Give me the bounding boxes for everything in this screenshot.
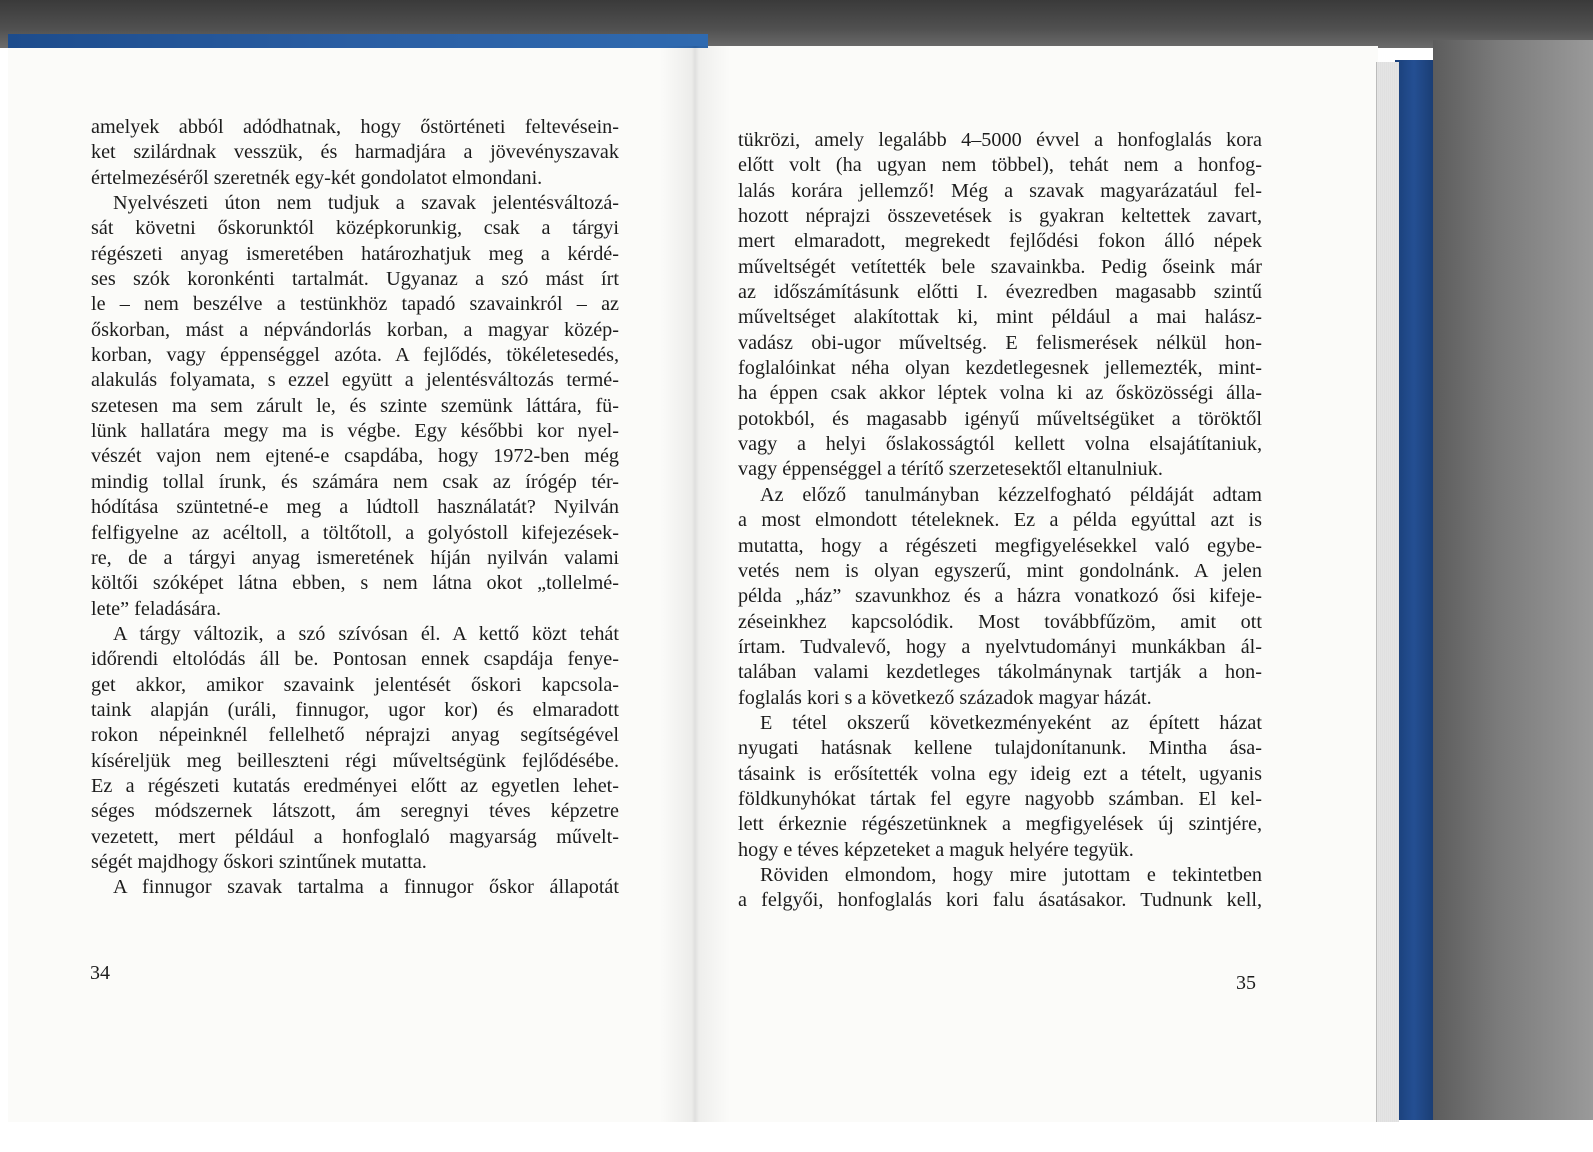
text-line: amelyek abból adódhatnak, hogy őstörténeti feltevésein- (91, 116, 619, 138)
text-line: vezetett, mert például a honfoglaló magyarság művelt- (91, 825, 619, 848)
text-line: nyugati hatásnak kellene tulajdonítanunk. Mintha ása- (738, 737, 1262, 760)
text-line: ha éppen csak akkor léptek volna ki az ősközösségi álla- (738, 382, 1262, 405)
text-line: mindig tollal írunk, és számára nem csak az írógép tér- (91, 470, 619, 493)
text-line: földkunyhókat tártak fel egyre nagyobb számban. El kel- (738, 787, 1262, 810)
text-line: hódítása szüntetné-e meg a lúdtoll használatát? Nyilván (91, 496, 619, 519)
text-line: E tétel okszerű következményeként az épített házat (760, 711, 1262, 734)
text-line: értelmezéséről szeretnék egy-két gondolatot elmondani. (91, 166, 543, 189)
text-line: Nyelvészeti úton nem tudjuk a szavak jelentésváltozá- (113, 192, 619, 215)
text-line: példa „ház” szavunkhoz és a házra vonatkozó ősi kifeje- (738, 585, 1262, 608)
text-line: mutatta, hogy a régészeti megfigyelésekkel való egybe- (738, 534, 1262, 557)
text-line: vagy a helyi őslakosságtól kellett volna elsajátítaniuk, (738, 433, 1262, 456)
text-line: lünk hallatára megy ma is végbe. Egy későbbi kor nyel- (91, 420, 619, 443)
text-line: Az előző tanulmányban kézzelfogható példáját adtam (760, 483, 1262, 506)
text-line: get akkor, amikor szavaink jelentését őskori kapcsola- (91, 673, 619, 696)
text-line: vagy éppenséggel a térítő szerzetesektől eltanulniuk. (738, 458, 1163, 481)
text-line: mert elmaradott, megrekedt fejlődési fokon álló népek (738, 230, 1262, 253)
text-line: Ez a régészeti kutatás eredményei előtt az egyetlen lehet- (91, 774, 619, 797)
scanner-background-right (1433, 40, 1593, 1120)
page-number-left: 34 (90, 962, 110, 984)
text-line: műveltséget alakítottak ki, mint például a mai halász- (738, 306, 1262, 329)
text-line: régészeti anyag ismeretében határozhatjuk meg a kérdé- (91, 242, 619, 265)
text-line: ségét majdhogy őskori szintűnek mutatta. (91, 850, 427, 873)
text-line: vészét vajon nem ejtené-e csapdába, hogy 1972-ben még (91, 445, 619, 468)
right-page-text (738, 128, 1262, 914)
text-line: sát követni őskorunktól középkorunkig, csak a tárgyi (91, 217, 619, 240)
text-line: re, de a tárgyi anyag ismeretének híján nyilván valami (91, 546, 619, 569)
text-line: hozott néprajzi összevetések is gyakran keltettek zavart, (738, 205, 1262, 228)
scanner-background-bottom (0, 1122, 1593, 1152)
text-line: A tárgy változik, a szó szívósan él. A kettő közt tehát (113, 622, 619, 645)
text-line: vetés nem is olyan egyszerű, mint gondolnánk. A jelen (738, 559, 1262, 582)
text-line: ses szók koronkénti tartalmát. Ugyanaz a szó mást írt (91, 268, 619, 291)
text-line: lett érkeznie régészetünknek a megfigyelések új szintjére, (738, 813, 1262, 836)
text-line: taink alapján (uráli, finnugor, ugor kor) és elmaradott (91, 698, 619, 721)
text-line: írtam. Tudvalevő, hogy a nyelvtudományi munkákban ál- (738, 635, 1262, 658)
text-line: lalás korára jellemző! Még a szavak magyarázatául fel- (738, 179, 1262, 202)
text-line: őskorban, mást a népvándorlás korban, a magyar közép- (91, 318, 619, 341)
book-gutter (660, 46, 730, 1122)
text-line: le – nem beszélve a testünkhöz tapadó szavainkról – az (91, 293, 619, 316)
text-line: foglalóinkat néha olyan kezdetlegesnek jellemezték, mint- (738, 357, 1262, 380)
text-line: tásaink is erősítették volna egy ideig ezt a tételt, ugyanis (738, 762, 1262, 785)
text-line: felfigyelne az acéltoll, a töltőtoll, a golyóstoll kifejezések- (91, 521, 619, 544)
text-line: az időszámításunk előtti I. évezredben magasabb szintű (738, 281, 1262, 304)
text-line: talában valami kezdetleges tákolmánynak tartják a hon- (738, 661, 1262, 684)
text-line: szetesen ma sem zárult le, és szinte szemünk láttára, fü- (91, 394, 619, 417)
text-line: potokból, és magasabb igényű műveltségüket a töröktől (738, 407, 1262, 430)
text-line: hogy e téves képzeteket a maguk helyére tegyük. (738, 838, 1134, 861)
text-line: korban, vagy éppenséggel azóta. A fejlődés, tökéletesedés, (91, 344, 619, 367)
text-line: lete” feladására. (91, 597, 221, 620)
text-line: rokon népeinknél fellelhető néprajzi anyag segítségével (91, 724, 619, 747)
text-line: séges módszernek látszott, ám seregnyi téves képzetre (91, 800, 619, 823)
text-line: vadász obi-ugor műveltség. E felismerések nélkül hon- (738, 331, 1262, 354)
book-cover-edge-top (8, 34, 708, 48)
text-line: költői szóképet látna ebben, s nem látna okot „tollelmé- (91, 572, 619, 595)
text-line: tükrözi, amely legalább 4–5000 évvel a honfoglalás kora (738, 129, 1262, 151)
left-page-text (91, 115, 619, 901)
text-line: a felgyői, honfoglalás kori falu ásatásakor. Tudnunk kell, (738, 889, 1262, 912)
text-line: műveltségét vetítették bele szavainkba. Pedig őseink már (738, 255, 1262, 278)
text-line: kíséreljük meg beilleszteni régi műveltségünk fejlődésébe. (91, 749, 619, 772)
book-cover-edge-right (1395, 60, 1433, 1120)
text-line: előtt volt (ha ugyan nem többel), tehát nem a honfog- (738, 154, 1262, 177)
text-line: zéseinkhez kapcsolódik. Most továbbfűzöm, amit ott (738, 610, 1262, 633)
text-line: a most elmondott tételeknek. Ez a példa egyúttal azt is (738, 509, 1262, 532)
text-line: foglalás kori s a következő századok magyar házát. (738, 686, 1152, 709)
text-line: ket szilárdnak vesszük, és harmadjára a jövevényszavak (91, 141, 619, 164)
text-line: A finnugor szavak tartalma a finnugor őskor állapotát (113, 876, 619, 899)
page-stack-edge (1376, 62, 1399, 1122)
text-line: alakulás folyamata, s ezzel együtt a jelentésváltozás termé- (91, 369, 619, 392)
text-line: időrendi eltolódás áll be. Pontosan ennek csapdája fenye- (91, 648, 619, 671)
page-number-right: 35 (1236, 972, 1256, 994)
text-line: Röviden elmondom, hogy mire jutottam e tekintetben (760, 863, 1262, 886)
